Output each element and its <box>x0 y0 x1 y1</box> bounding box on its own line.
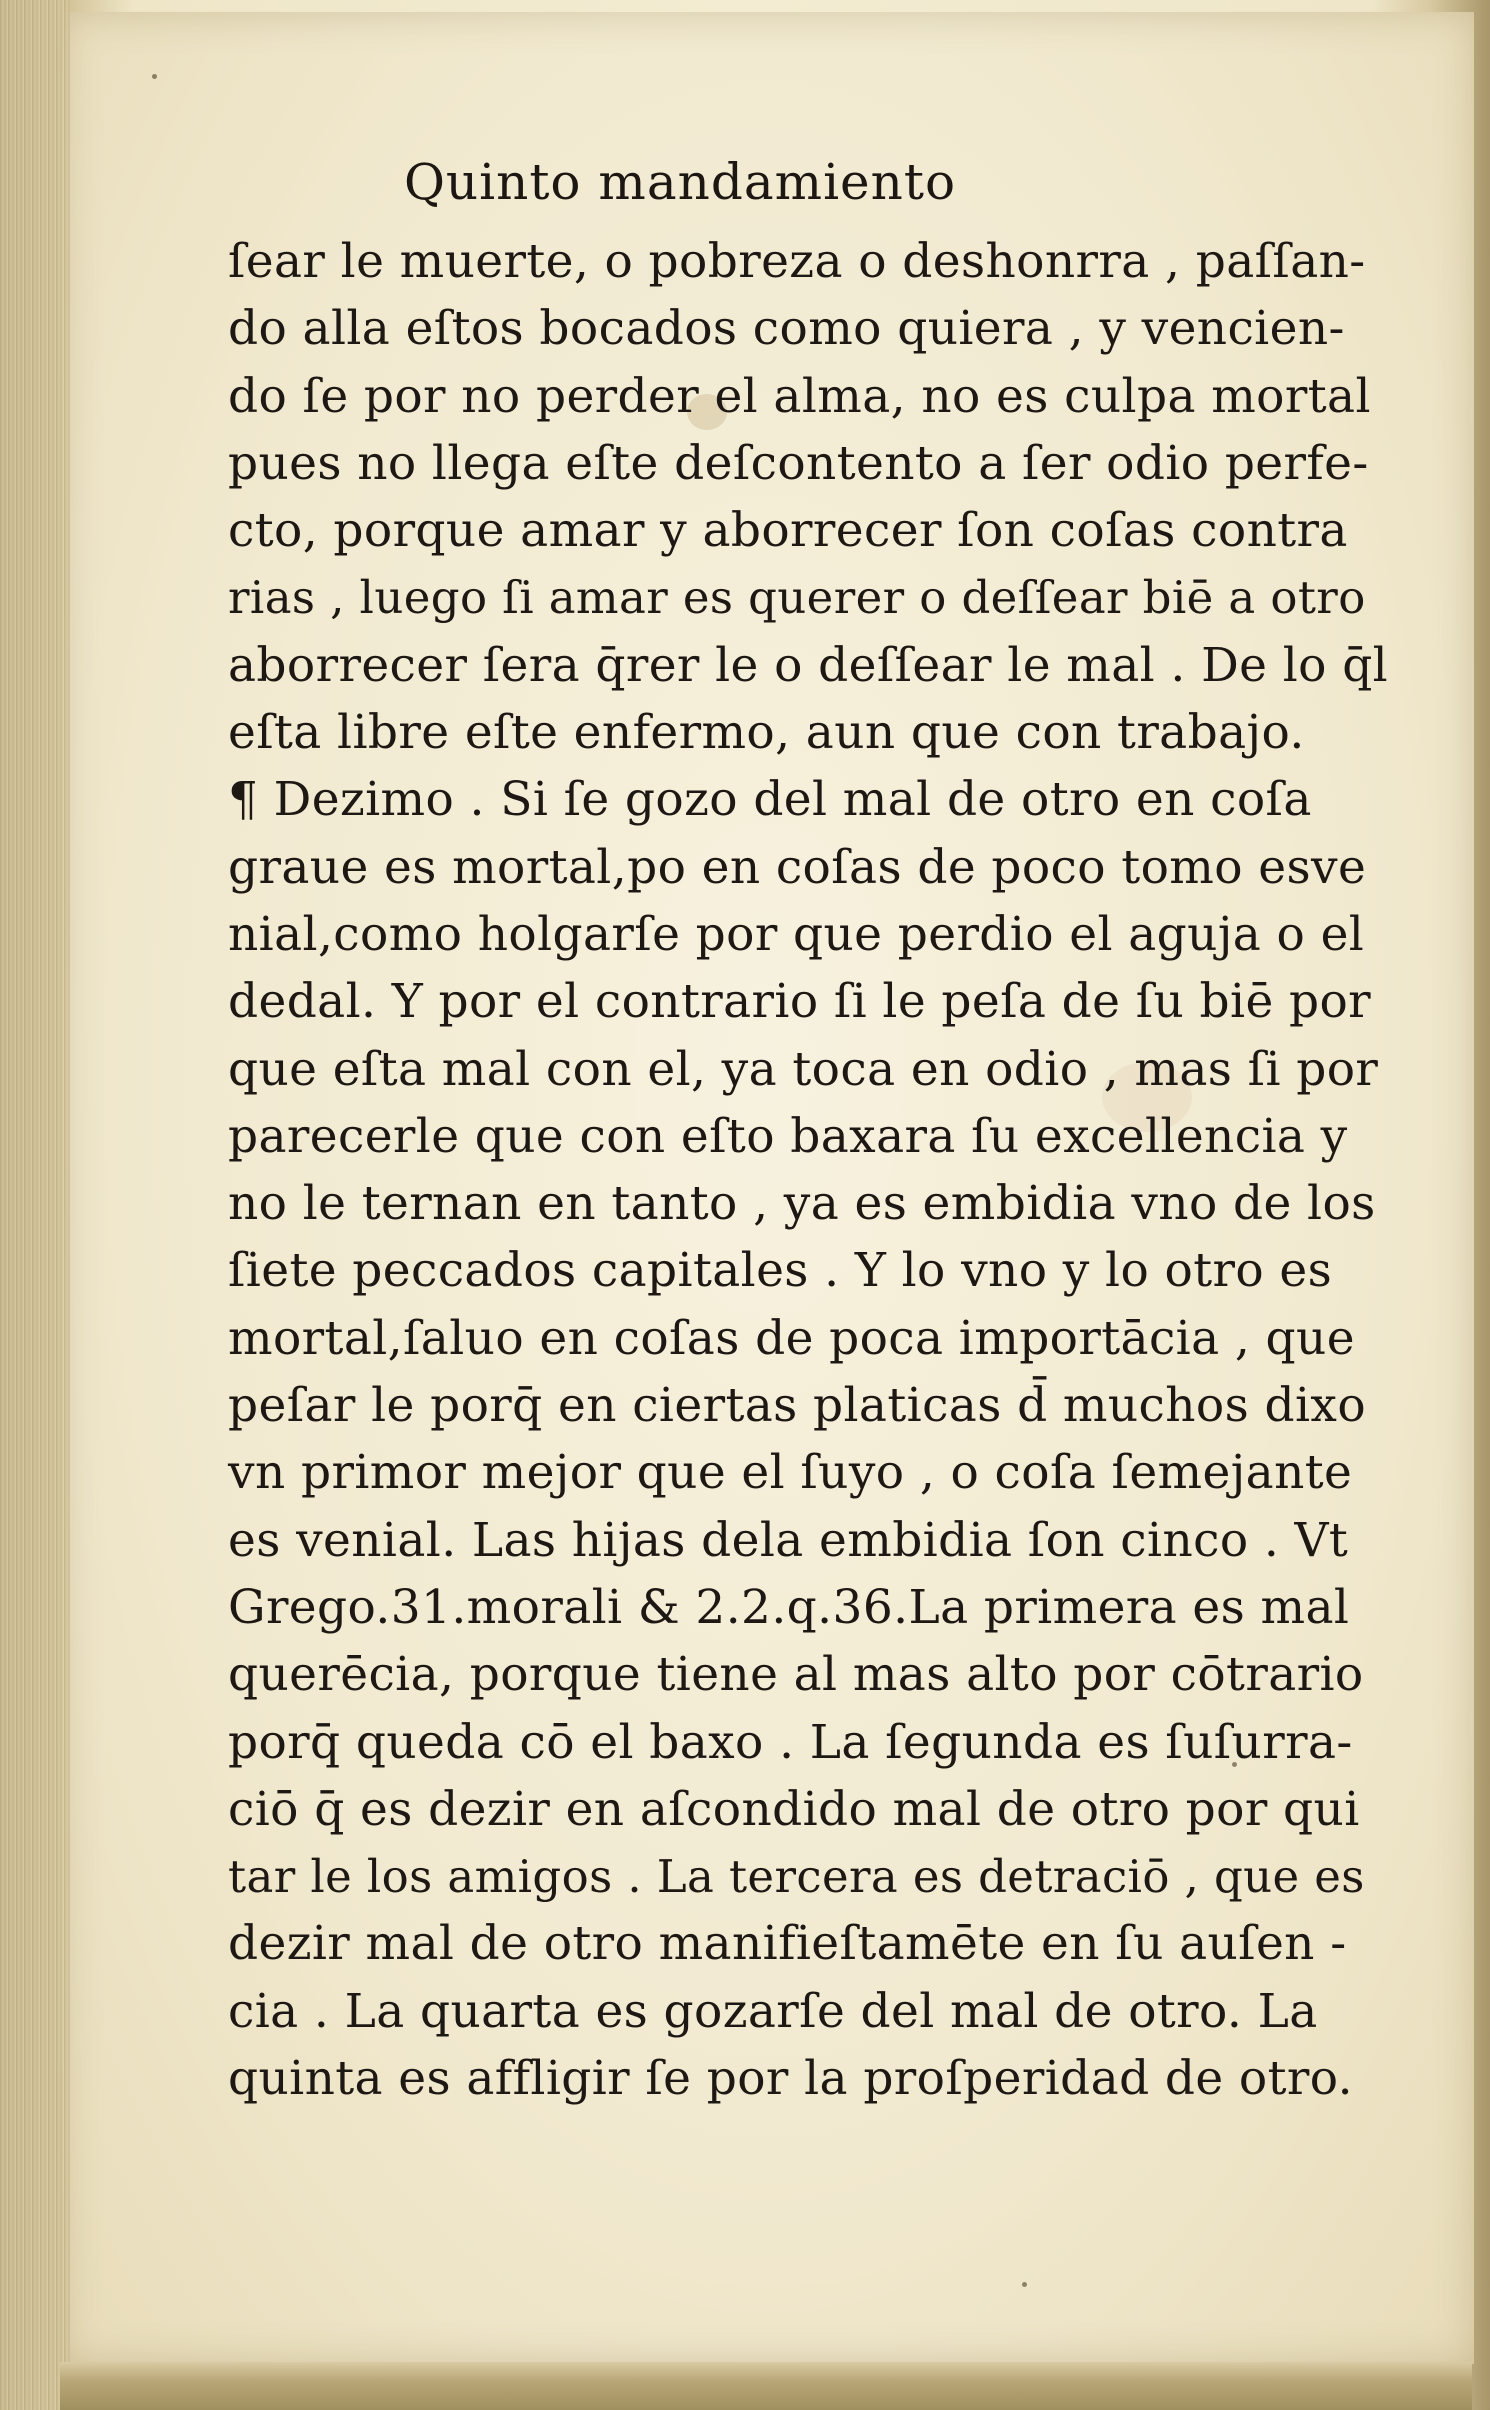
text-line: do ſe por no perder el alma, no es culpa mortal <box>228 368 1371 424</box>
text-line: dezir mal de otro manifieſtamēte en ſu auſen - <box>228 1916 1347 1972</box>
text-line: vn primor mejor que el ſuyo , o coſa ſemejante <box>228 1445 1353 1501</box>
running-head: Quinto mandamiento <box>403 153 957 211</box>
text-line: eſta libre eſte enfermo, aun que con trabajo. <box>228 705 1305 761</box>
text-line: peſar le porq̄ en ciertas platicas d̄ muchos dixo <box>228 1378 1367 1434</box>
text-line: ¶ Dezimo . Si ſe gozo del mal de otro en coſa <box>228 772 1312 828</box>
text-line: tar le los amigos . La tercera es detraciō , que es <box>228 1850 1365 1904</box>
text-line: graue es mortal,po en coſas de poco tomo esve <box>228 839 1367 895</box>
text-line: cto, porque amar y aborrecer ſon coſas contra <box>228 503 1348 559</box>
text-line: rias , luego ſi amar es querer o deſſear biē a otro <box>228 571 1366 625</box>
text-line: no le ternan en tanto , ya es embidia vno de los <box>228 1176 1376 1232</box>
text-line: cia . La quarta es gozarſe del mal de otro. La <box>228 1983 1318 2039</box>
text-line: nial,como holgarſe por que perdio el aguja o el <box>228 906 1365 962</box>
text-line: porq̄ queda cō el baxo . La ſegunda es ſuſurra- <box>228 1714 1353 1770</box>
text-line: que eſta mal con el, ya toca en odio , mas ſi por <box>228 1041 1379 1097</box>
text-line: es venial. Las hijas dela embidia ſon cinco . Vt <box>228 1512 1349 1568</box>
text-line: mortal,ſaluo en coſas de poca importācia , que <box>228 1310 1355 1366</box>
text-line: aborrecer ſera q̄rer le o deſſear le mal . De lo q̄l <box>228 637 1389 693</box>
text-line: querēcia, porque tiene al mas alto por cōtrario <box>228 1647 1364 1703</box>
text-line: dedal. Y por el contrario ſi le peſa de ſu biē por <box>228 974 1372 1030</box>
paper-speck <box>152 74 157 79</box>
text-line: do alla eſtos bocados como quiera , y vencien- <box>228 301 1345 357</box>
body-text <box>228 228 1388 2112</box>
text-line: parecerle que con eſto baxara ſu excellencia y <box>228 1108 1348 1164</box>
binding-gutter <box>0 0 70 2410</box>
text-line: pues no llega eſte deſcontento a ſer odio perfe- <box>228 435 1369 491</box>
paper-speck <box>1022 2282 1027 2287</box>
text-line: ſiete peccados capitales . Y lo vno y lo otro es <box>228 1243 1333 1299</box>
page-bottom-edge <box>60 2362 1472 2410</box>
text-line: quinta es affligir ſe por la proſperidad de otro. <box>228 2051 1353 2107</box>
text-line: Grego.31.morali & 2.2.q.36.La primera es mal <box>228 1579 1350 1635</box>
text-line: ſear le muerte, o pobreza o deshonrra , paſſan- <box>228 234 1366 289</box>
text-line: ciō q̄ es dezir en aſcondido mal de otro por qui <box>228 1781 1360 1837</box>
